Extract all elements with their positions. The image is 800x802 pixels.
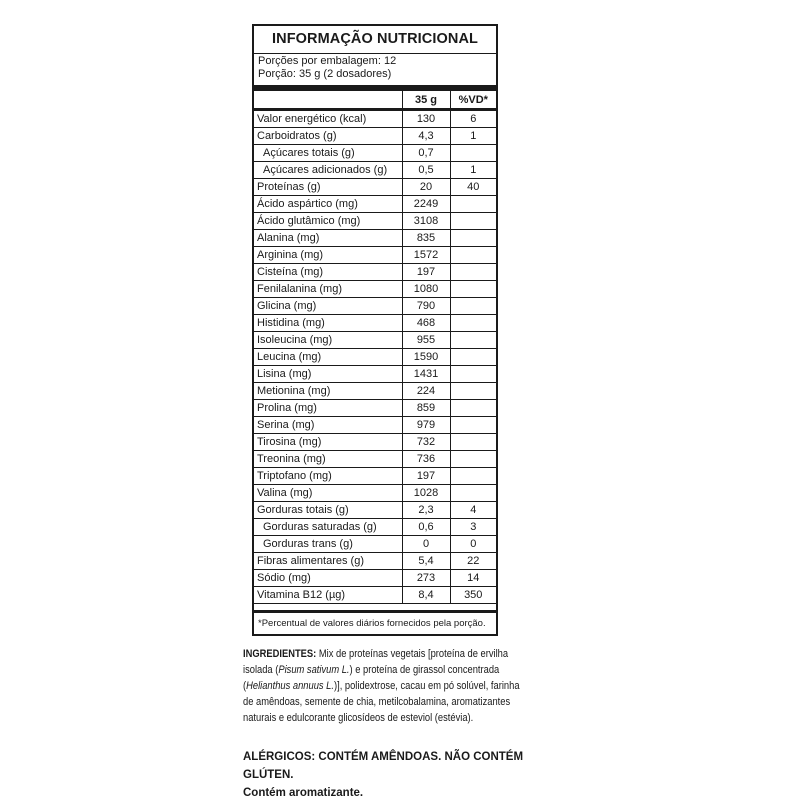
nutrient-amount: 224 — [402, 383, 450, 400]
nutrition-row — [254, 247, 496, 264]
nutrition-row — [254, 400, 496, 417]
nutrient-name: Treonina (mg) — [254, 451, 402, 468]
nutrition-row — [254, 468, 496, 485]
nutrition-row — [254, 519, 496, 536]
nutrient-daily-value — [450, 349, 496, 366]
allergen-line: ALÉRGICOS: CONTÉM AMÊNDOAS. NÃO CONTÉM GLÚTEN. — [243, 751, 524, 781]
nutrient-name: Triptofano (mg) — [254, 468, 402, 485]
nutrient-name: Lisina (mg) — [254, 366, 402, 383]
nutrient-amount: 5,4 — [402, 553, 450, 570]
nutrition-row — [254, 298, 496, 315]
nutrition-row — [254, 451, 496, 468]
nutrient-daily-value: 1 — [450, 162, 496, 179]
nutrient-amount: 0,6 — [402, 519, 450, 536]
nutrient-name: Leucina (mg) — [254, 349, 402, 366]
nutrient-daily-value — [450, 485, 496, 502]
nutrient-daily-value — [450, 213, 496, 230]
ingredients-part: Mix de proteínas vegetais [proteína de ervilha isolada ( — [243, 648, 509, 676]
nutrient-amount: 20 — [402, 179, 450, 196]
ingredients-part: ) e proteína de girassol concentrada ( — [243, 664, 500, 692]
nutrient-daily-value: 14 — [450, 570, 496, 587]
nutrient-amount: 4,3 — [402, 128, 450, 145]
serving-info — [254, 54, 496, 90]
nutrient-daily-value: 4 — [450, 502, 496, 519]
nutrient-amount: 0 — [402, 536, 450, 553]
nutrition-row — [254, 332, 496, 349]
nutrient-daily-value — [450, 230, 496, 247]
nutrient-name: Vitamina B12 (µg) — [254, 587, 402, 604]
nutrient-amount: 835 — [402, 230, 450, 247]
nutrient-name: Serina (mg) — [254, 417, 402, 434]
ingredients-text — [243, 646, 520, 726]
nutrient-daily-value — [450, 468, 496, 485]
nutrient-daily-value — [450, 145, 496, 162]
nutrition-row — [254, 110, 496, 128]
nutrition-row — [254, 230, 496, 247]
nutrient-amount: 979 — [402, 417, 450, 434]
nutrition-row — [254, 315, 496, 332]
nutrient-daily-value — [450, 451, 496, 468]
nutrient-amount: 130 — [402, 110, 450, 128]
nutrition-row — [254, 383, 496, 400]
nutrition-row — [254, 417, 496, 434]
nutrient-name: Ácido aspártico (mg) — [254, 196, 402, 213]
nutrition-table — [254, 90, 496, 604]
nutrient-amount: 736 — [402, 451, 450, 468]
nutrient-name: Carboidratos (g) — [254, 128, 402, 145]
nutrient-daily-value — [450, 247, 496, 264]
nutrient-amount: 859 — [402, 400, 450, 417]
header-amount: 35 g — [402, 91, 450, 110]
nutrient-daily-value — [450, 264, 496, 281]
nutrient-name: Prolina (mg) — [254, 400, 402, 417]
nutrient-amount: 790 — [402, 298, 450, 315]
nutrition-rows — [254, 110, 496, 604]
nutrient-amount: 1431 — [402, 366, 450, 383]
nutrient-name: Valor energético (kcal) — [254, 110, 402, 128]
nutrient-daily-value — [450, 400, 496, 417]
nutrient-amount: 468 — [402, 315, 450, 332]
nutrient-name: Arginina (mg) — [254, 247, 402, 264]
nutrient-name: Fibras alimentares (g) — [254, 553, 402, 570]
nutrition-title: INFORMAÇÃO NUTRICIONAL — [254, 26, 496, 54]
nutrition-row — [254, 196, 496, 213]
nutrient-name: Gorduras trans (g) — [254, 536, 402, 553]
nutrient-name: Açúcares adicionados (g) — [254, 162, 402, 179]
nutrition-row — [254, 264, 496, 281]
nutrient-name: Alanina (mg) — [254, 230, 402, 247]
nutrition-row — [254, 434, 496, 451]
nutrition-row — [254, 587, 496, 604]
nutrient-name: Metionina (mg) — [254, 383, 402, 400]
nutrient-name: Gorduras totais (g) — [254, 502, 402, 519]
nutrient-name: Ácido glutâmico (mg) — [254, 213, 402, 230]
nutrition-row — [254, 536, 496, 553]
nutrition-row — [254, 349, 496, 366]
nutrition-row — [254, 145, 496, 162]
nutrient-daily-value — [450, 383, 496, 400]
nutrient-daily-value: 350 — [450, 587, 496, 604]
nutrient-name: Glicina (mg) — [254, 298, 402, 315]
daily-value-footnote: *Percentual de valores diários fornecidos pela porção. — [254, 610, 496, 630]
nutrient-name: Gorduras saturadas (g) — [254, 519, 402, 536]
nutrient-amount: 197 — [402, 264, 450, 281]
ingredients-latin-name: Helianthus annuus L. — [246, 680, 334, 692]
nutrient-amount: 0,5 — [402, 162, 450, 179]
nutrient-amount: 0,7 — [402, 145, 450, 162]
nutrient-name: Cisteína (mg) — [254, 264, 402, 281]
nutrition-row — [254, 485, 496, 502]
nutrient-name: Açúcares totais (g) — [254, 145, 402, 162]
servings-per-package: Porções por embalagem: 12 — [258, 55, 397, 67]
header-daily-value: %VD* — [450, 91, 496, 110]
flavoring-line: Contém aromatizante. — [243, 787, 364, 799]
ingredients-label: INGREDIENTES: — [243, 648, 317, 660]
nutrition-row — [254, 502, 496, 519]
nutrient-amount: 8,4 — [402, 587, 450, 604]
nutrient-amount: 3108 — [402, 213, 450, 230]
nutrient-name: Fenilalanina (mg) — [254, 281, 402, 298]
nutrient-name: Isoleucina (mg) — [254, 332, 402, 349]
nutrition-facts-panel — [252, 24, 498, 636]
nutrient-amount: 1590 — [402, 349, 450, 366]
table-header-row — [254, 91, 496, 110]
nutrient-amount: 732 — [402, 434, 450, 451]
nutrient-daily-value — [450, 366, 496, 383]
nutrition-row — [254, 553, 496, 570]
nutrition-row — [254, 570, 496, 587]
allergen-statement — [243, 748, 533, 802]
nutrient-amount: 955 — [402, 332, 450, 349]
nutrient-daily-value: 0 — [450, 536, 496, 553]
nutrient-daily-value — [450, 332, 496, 349]
nutrition-row — [254, 281, 496, 298]
nutrient-daily-value — [450, 315, 496, 332]
nutrition-row — [254, 213, 496, 230]
nutrient-daily-value — [450, 281, 496, 298]
nutrient-name: Tirosina (mg) — [254, 434, 402, 451]
nutrient-daily-value: 6 — [450, 110, 496, 128]
nutrient-amount: 1080 — [402, 281, 450, 298]
nutrient-amount: 1028 — [402, 485, 450, 502]
nutrition-row — [254, 128, 496, 145]
nutrient-amount: 273 — [402, 570, 450, 587]
nutrition-row — [254, 162, 496, 179]
nutrient-daily-value: 3 — [450, 519, 496, 536]
nutrient-amount: 2249 — [402, 196, 450, 213]
nutrient-amount: 197 — [402, 468, 450, 485]
nutrient-amount: 1572 — [402, 247, 450, 264]
nutrition-row — [254, 366, 496, 383]
nutrient-daily-value: 40 — [450, 179, 496, 196]
nutrition-row — [254, 179, 496, 196]
nutrient-amount: 2,3 — [402, 502, 450, 519]
nutrient-daily-value: 1 — [450, 128, 496, 145]
nutrient-name: Proteínas (g) — [254, 179, 402, 196]
ingredients-latin-name: Pisum sativum L. — [278, 664, 350, 676]
nutrient-daily-value — [450, 298, 496, 315]
nutrient-daily-value: 22 — [450, 553, 496, 570]
nutrient-name: Histidina (mg) — [254, 315, 402, 332]
nutrient-name: Valina (mg) — [254, 485, 402, 502]
ingredients-part: )], polidextrose, cacau em pó solúvel, farinha de amêndoas, semente de chia, metilcobalamina, aromatizantes naturais e edulcorante glicosídeos de esteviol (estévia). — [243, 680, 520, 724]
nutrient-daily-value — [450, 434, 496, 451]
nutrient-name: Sódio (mg) — [254, 570, 402, 587]
portion-size: Porção: 35 g (2 dosadores) — [258, 68, 392, 80]
nutrient-daily-value — [450, 196, 496, 213]
header-nutrient — [254, 91, 402, 110]
nutrient-daily-value — [450, 417, 496, 434]
